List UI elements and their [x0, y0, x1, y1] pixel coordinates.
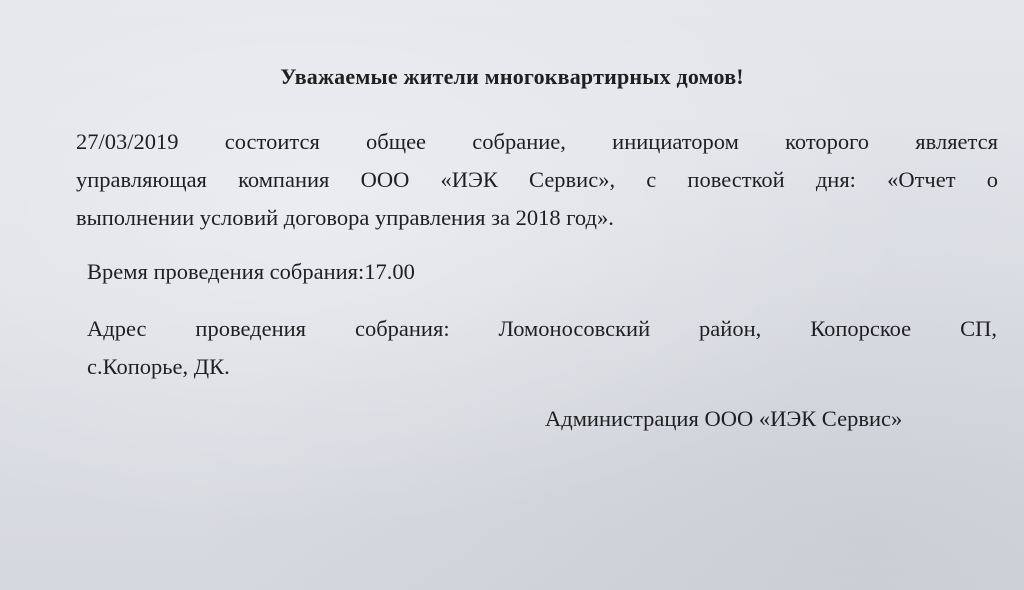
announcement-line-3: выполнении условий договора управления за 2018 год».: [76, 205, 614, 230]
announcement-line-1: 27/03/2019 состоится общее собрание, инициатором которого является: [76, 129, 998, 154]
signature-text: Администрация ООО «ИЭК Сервис»: [545, 406, 903, 431]
address-paragraph: [87, 310, 997, 386]
meeting-time-text: Время проведения собрания:17.00: [87, 259, 415, 284]
address-line-1: Адрес проведения собрания: Ломоносовский район, Копорское СП,: [87, 316, 997, 341]
announcement-paragraph: [76, 123, 998, 237]
address-line-2: с.Копорье, ДК.: [87, 354, 230, 379]
meeting-time-paragraph: [87, 253, 687, 291]
notice-title: Уважаемые жители многоквартирных домов!: [280, 64, 744, 89]
announcement-line-2: управляющая компания ООО «ИЭК Сервис», с повесткой дня: «Отчет о: [76, 167, 998, 192]
